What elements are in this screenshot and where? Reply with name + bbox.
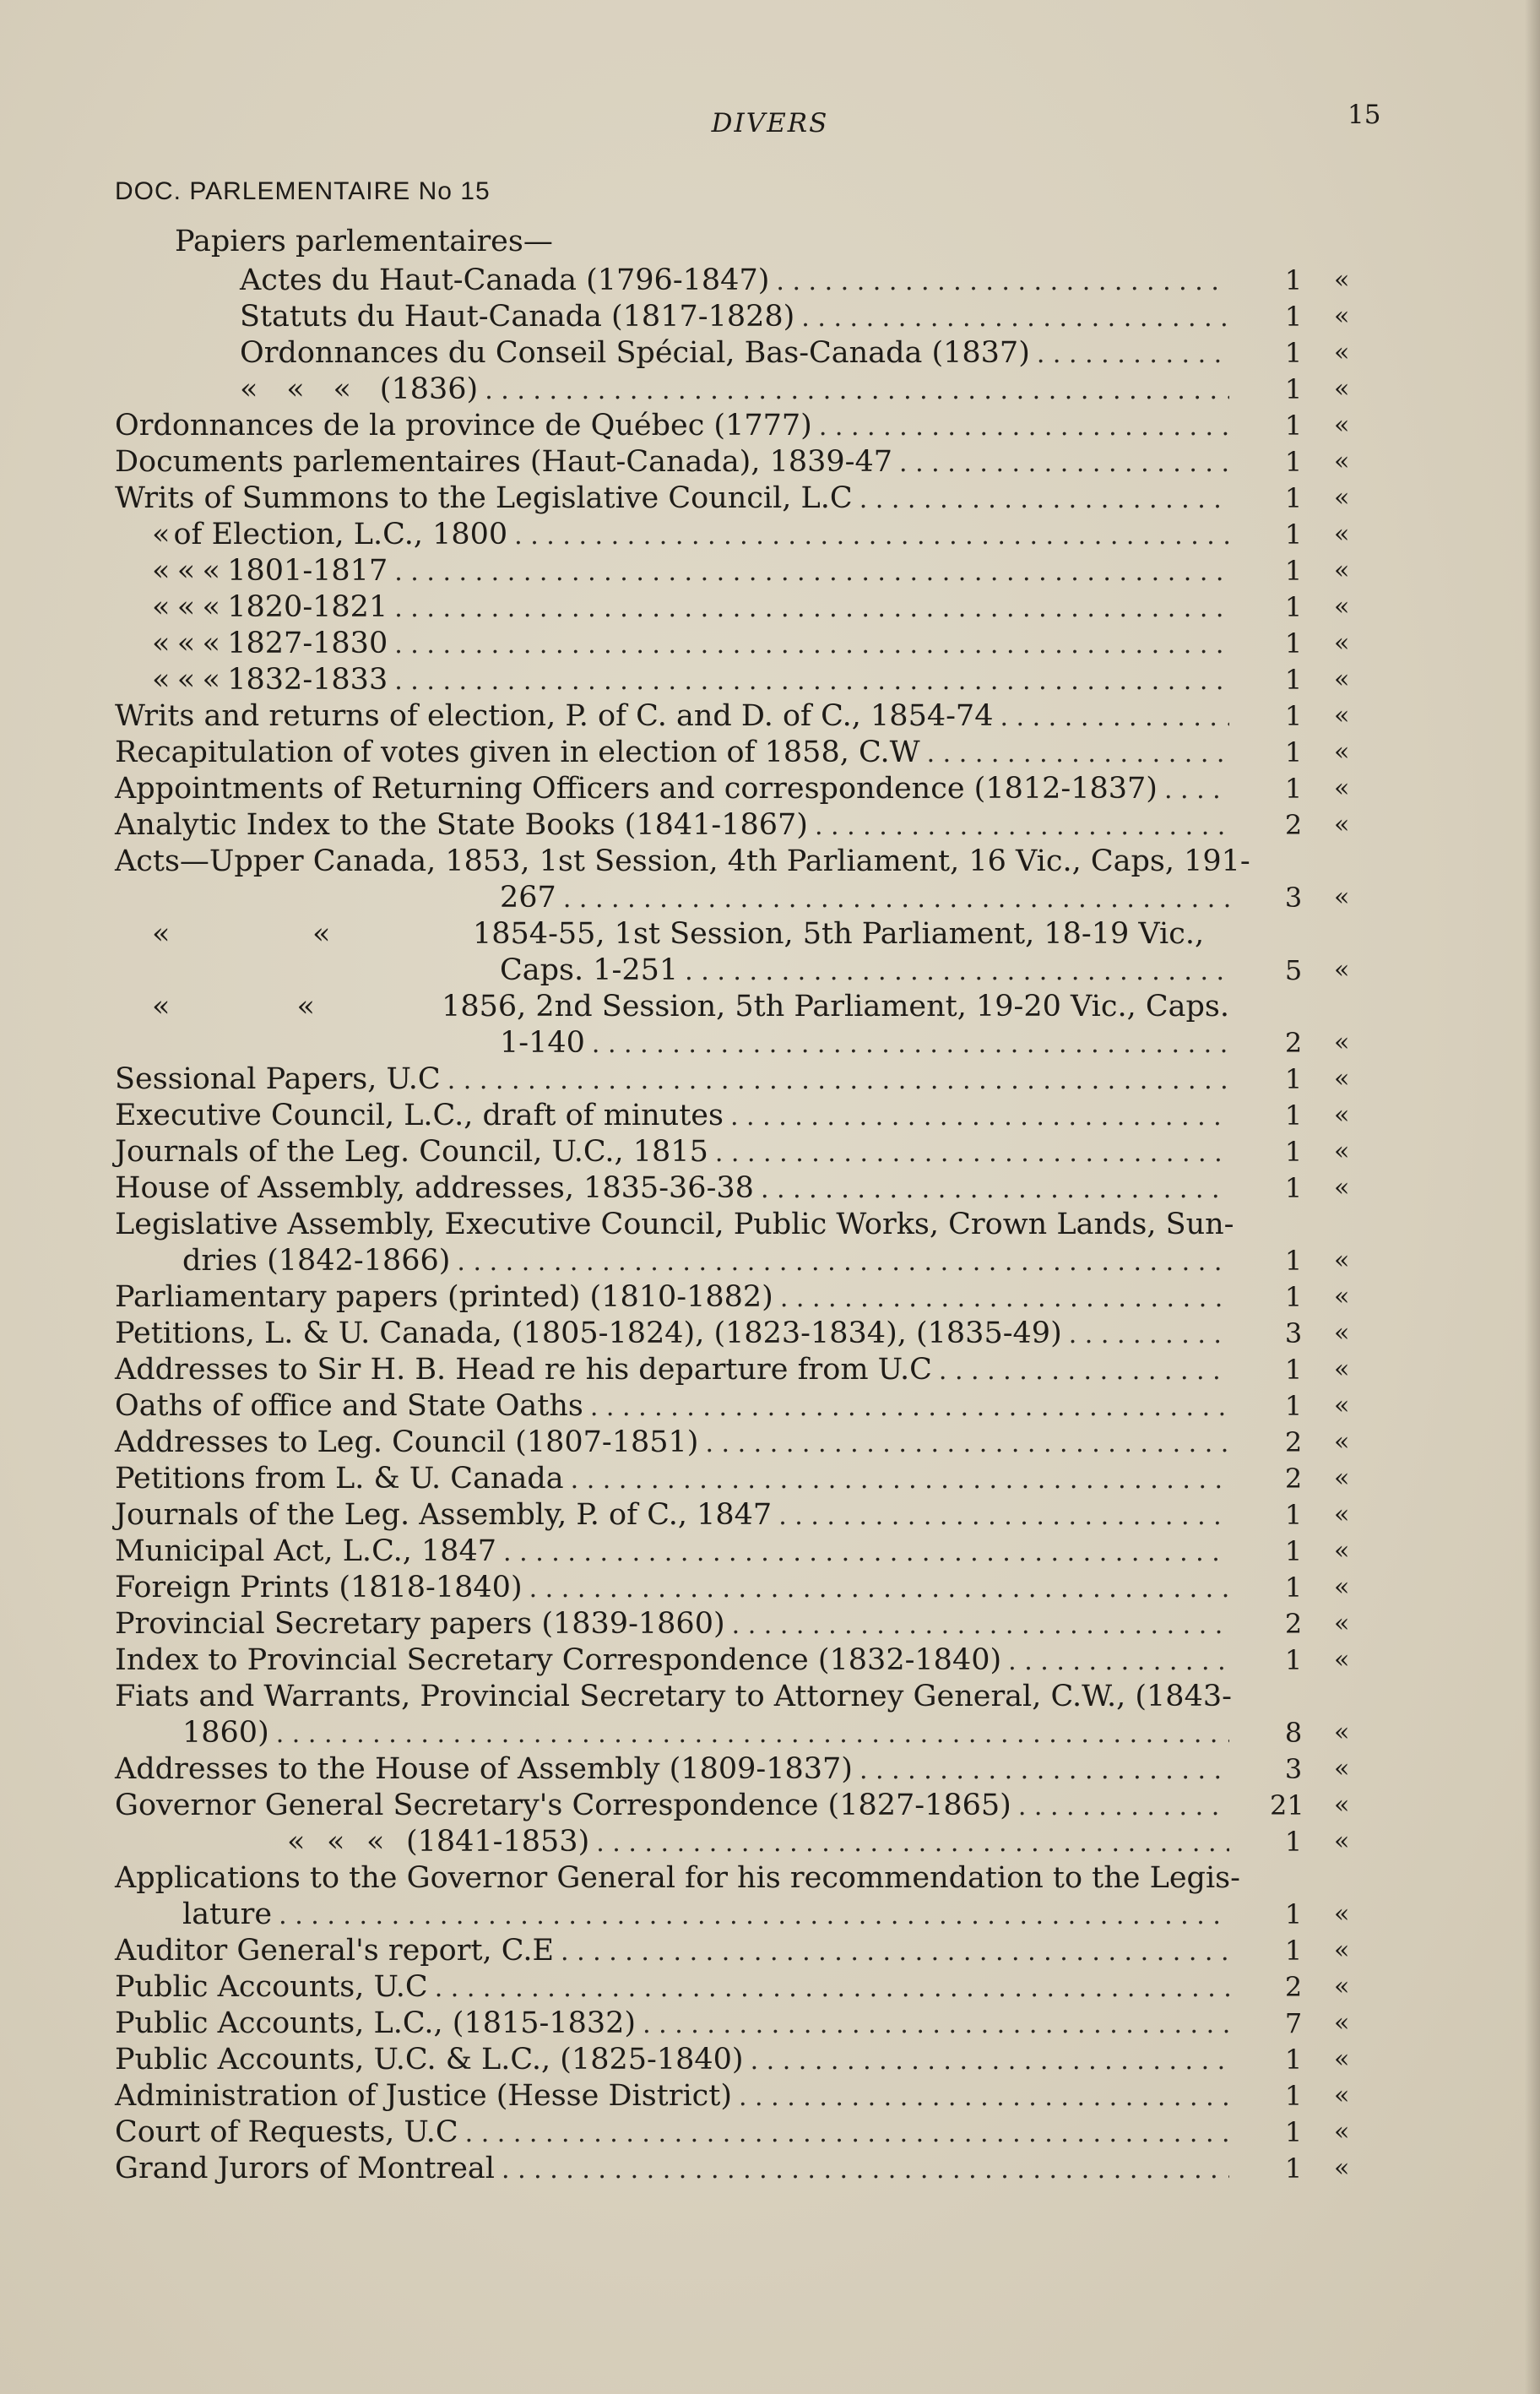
dot-leader [503,1536,1229,1570]
ditto-unit-mark: « [1334,338,1350,367]
quantity-value: 1 [1284,264,1303,296]
ditto-unit-mark: « [1334,1935,1350,1965]
dot-leader [1164,774,1229,807]
list-item [152,627,1229,660]
entry-text: Municipal Act, L.C., 1847 [115,1534,497,1568]
quantity-value: 1 [1284,1390,1303,1422]
list-item [152,590,1229,624]
dot-leader [778,1500,1229,1534]
quantity-value: 7 [1284,2007,1303,2039]
entry-continuation-text: 1-140 [500,1026,585,1060]
list-item [115,1208,1234,1241]
dot-leader [596,1827,1229,1860]
ditto-unit-mark: « [1334,447,1350,476]
ditto-mark: « [366,1825,385,1859]
ditto-unit-mark: « [1334,1427,1350,1457]
ditto-unit-mark: « [1334,265,1350,295]
entry-text: of Election, L.C., 1800 [173,518,508,551]
ditto-unit-mark: « [1334,1899,1350,1929]
ditto-unit-mark: « [1334,556,1350,585]
ditto-mark: « [202,627,220,660]
quantity-value: 1 [1284,2116,1303,2148]
quantity-value: 1 [1284,1826,1303,1858]
entry-text: Executive Council, L.C., draft of minutes [115,1099,724,1132]
list-item [115,2006,1229,2040]
ditto-mark: « [176,663,196,697]
quantity-value: 2 [1284,1608,1303,1640]
quantity-value: 1 [1284,1572,1303,1604]
entry-text: Recapitulation of votes given in election of 1858, C.W [115,736,920,769]
section-heading-text: Papiers parlementaires— [175,225,553,258]
entry-text: Addresses to Leg. Council (1807-1851) [115,1425,699,1459]
dot-leader [939,1354,1229,1388]
ditto-mark: « [333,372,351,406]
entry-text: Sessional Papers, U.C [115,1062,441,1096]
entry-text: 1820-1821 [227,590,388,624]
quantity-value: 1 [1284,2044,1303,2076]
quantity-value: 5 [1284,954,1303,986]
ditto-unit-mark: « [1334,2081,1350,2110]
entry-continuation [500,953,1229,987]
dot-leader [643,2008,1229,2042]
page-number: 15 [1348,100,1381,130]
quantity-value: 2 [1284,1463,1303,1495]
entry-text: Documents parlementaires (Haut-Canada), 1839-47 [115,445,893,479]
ditto-unit-mark: « [1334,1718,1350,1747]
dot-leader [715,1137,1229,1170]
list-item [152,990,1229,1023]
ditto-mark: « [312,917,331,951]
entry-text: 1832-1833 [227,663,388,697]
entry-text: Petitions, L. & U. Canada, (1805-1824), (1823-1834), (1835-49) [115,1316,1062,1350]
list-item [115,772,1229,806]
entry-text: Appointments of Returning Officers and correspondence (1812-1837) [115,772,1158,806]
list-item [152,663,1229,697]
entry-text: (1836) [379,372,479,406]
list-item [115,1970,1229,2004]
list-item [115,1534,1229,1568]
list-item [115,844,1250,878]
entry-text: Journals of the Leg. Council, U.C., 1815 [115,1135,708,1169]
list-item [115,1316,1229,1350]
entry-text: Statuts du Haut-Canada (1817-1828) [240,300,795,334]
dot-leader [685,955,1229,989]
entry-text: Foreign Prints (1818-1840) [115,1571,523,1604]
list-item [115,1934,1229,1968]
ditto-mark: « [152,990,171,1023]
list-item [240,372,1229,406]
ditto-unit-mark: « [1334,628,1350,658]
ditto-mark: « [202,554,220,588]
quantity-value: 1 [1284,1898,1303,1930]
quantity-value: 1 [1284,2080,1303,2112]
list-item [115,1571,1229,1604]
list-item [115,1789,1229,1822]
quantity-value: 3 [1284,1317,1303,1349]
entry-text: Parliamentary papers (printed) (1810-1882) [115,1280,773,1314]
dot-leader [502,2153,1229,2187]
entry-text: Fiats and Warrants, Provincial Secretary to Attorney General, C.W., (1843- [115,1680,1232,1713]
entry-text: Journals of the Leg. Assembly, P. of C., 1847 [115,1498,773,1532]
ditto-mark: « [287,1825,306,1859]
quantity-value: 1 [1284,627,1303,660]
quantity-value: 1 [1284,446,1303,478]
ditto-unit-mark: « [1334,374,1350,404]
dot-leader [899,447,1229,480]
ditto-unit-mark: « [1334,519,1350,549]
dot-leader [465,2117,1229,2151]
list-item [115,1135,1229,1169]
ditto-mark: « [286,372,305,406]
ditto-unit-mark: « [1334,1173,1350,1202]
entry-text: 1856, 2nd Session, 5th Parliament, 19-20 Vic., Caps. [442,990,1229,1023]
quantity-value: 1 [1284,373,1303,405]
dot-leader [927,737,1229,771]
ditto-mark: « [240,372,258,406]
ditto-mark: « [176,554,196,588]
ditto-unit-mark: « [1334,2044,1350,2074]
quantity-value: 1 [1284,2152,1303,2185]
quantity-value: 1 [1284,700,1303,732]
entry-continuation [182,1716,1229,1750]
entry-text: Public Accounts, U.C. & L.C., (1825-1840) [115,2043,744,2076]
dot-leader [394,592,1229,626]
entry-text: Public Accounts, U.C [115,1970,428,2004]
quantity-value: 1 [1284,482,1303,514]
ditto-unit-mark: « [1334,882,1350,912]
ditto-unit-mark: « [1334,301,1350,331]
dot-leader [447,1064,1229,1098]
running-head: DIVERS [711,108,829,138]
entry-continuation-text: 1860) [182,1716,269,1750]
ditto-unit-mark: « [1334,1609,1350,1638]
ditto-unit-mark: « [1334,592,1350,622]
ditto-unit-mark: « [1334,1318,1350,1348]
list-item [115,445,1229,479]
ditto-unit-mark: « [1334,774,1350,803]
entry-text: Public Accounts, L.C., (1815-1832) [115,2006,637,2040]
ditto-unit-mark: « [1334,1645,1350,1675]
list-item [115,2115,1229,2149]
ditto-mark: « [152,627,171,660]
list-item [287,1825,1229,1859]
list-item [115,1425,1229,1459]
ditto-unit-mark: « [1334,1536,1350,1566]
entry-text: 1801-1817 [227,554,388,588]
list-item [115,1171,1229,1205]
dot-leader [1037,338,1229,372]
ditto-mark: « [326,1825,345,1859]
quantity-value: 1 [1284,555,1303,587]
entry-continuation [500,881,1229,915]
list-item [152,554,1229,588]
list-item [115,2079,1229,2113]
dot-leader [435,1972,1229,2006]
ditto-mark: « [152,554,171,588]
ditto-unit-mark: « [1334,737,1350,767]
list-item [115,699,1229,733]
dot-leader [394,556,1229,589]
quantity-value: 2 [1284,1426,1303,1458]
list-item [115,1861,1240,1895]
list-item [240,263,1229,297]
entry-continuation-text: dries (1842-1866) [182,1244,451,1278]
dot-leader [529,1572,1229,1606]
ditto-unit-mark: « [1334,2008,1350,2038]
quantity-value: 2 [1284,1027,1303,1059]
list-item [240,336,1229,370]
quantity-value: 1 [1284,664,1303,696]
entry-text: Index to Provincial Secretary Correspondence (1832-1840) [115,1643,1002,1677]
section-heading [175,225,1188,258]
list-item [115,409,1229,442]
entry-text: Addresses to the House of Assembly (1809-1837) [115,1752,853,1786]
entry-text: Auditor General's report, C.E [115,1934,555,1968]
dot-leader [457,1246,1229,1279]
quantity-value: 1 [1284,410,1303,442]
list-item [115,1353,1229,1387]
entry-text: House of Assembly, addresses, 1835-36-38 [115,1171,754,1205]
list-item [115,1680,1232,1713]
ditto-unit-mark: « [1334,810,1350,839]
dot-leader [276,1718,1229,1751]
entry-text: Grand Jurors of Montreal [115,2152,495,2185]
quantity-value: 1 [1284,736,1303,768]
entry-text: Oaths of office and State Oaths [115,1389,583,1423]
quantity-value: 1 [1284,1535,1303,1567]
ditto-unit-mark: « [1334,665,1350,694]
entry-text: 1827-1830 [227,627,388,660]
entry-continuation [182,1897,1229,1931]
ditto-unit-mark: « [1334,1500,1350,1529]
ditto-unit-mark: « [1334,1100,1350,1130]
quantity-value: 3 [1284,1753,1303,1785]
list-item [115,1389,1229,1423]
quantity-value: 1 [1284,1354,1303,1386]
dot-leader [705,1427,1229,1461]
entry-text: Acts—Upper Canada, 1853, 1st Session, 4th Parliament, 16 Vic., Caps, 191- [115,844,1250,878]
entry-text: Ordonnances du Conseil Spécial, Bas-Canada (1837) [240,336,1030,370]
entry-text: Court of Requests, U.C [115,2115,458,2149]
ditto-unit-mark: « [1334,1246,1350,1275]
entry-text: Petitions from L. & U. Canada [115,1462,564,1496]
entry-text: (1841-1853) [405,1825,590,1859]
list-item [115,2152,1229,2185]
list-item [240,300,1229,334]
list-item [115,481,1229,515]
ditto-unit-mark: « [1334,483,1350,513]
list-item [115,1280,1229,1314]
dot-leader [590,1391,1229,1425]
list-item [115,1498,1229,1532]
dot-leader [561,1935,1229,1969]
document-label: DOC. PARLEMENTAIRE No 15 [115,177,491,205]
ditto-unit-mark: « [1334,1137,1350,1166]
dot-leader [859,483,1229,517]
quantity-value: 1 [1284,773,1303,805]
ditto-unit-mark: « [1334,1572,1350,1602]
quantity-value: 1 [1284,1499,1303,1531]
dot-leader [761,1173,1229,1207]
list-item [115,1643,1229,1677]
list-item [152,518,1229,551]
dot-leader [732,1609,1229,1642]
entry-text: Legislative Assembly, Executive Council, Public Works, Crown Lands, Sun- [115,1208,1234,1241]
list-item [115,1462,1229,1496]
entry-text: 1854-55, 1st Session, 5th Parliament, 18-19 Vic., [473,917,1205,951]
dot-leader [514,519,1229,553]
ditto-unit-mark: « [1334,955,1350,985]
ditto-mark: « [176,627,196,660]
dot-leader [776,265,1229,299]
entry-text: Provincial Secretary papers (1839-1860) [115,1607,725,1641]
dot-leader [1018,1790,1229,1824]
entry-continuation-text: lature [182,1897,273,1931]
quantity-value: 1 [1284,301,1303,333]
ditto-mark: « [152,518,171,551]
quantity-value: 1 [1284,337,1303,369]
quantity-value: 21 [1270,1789,1304,1821]
entry-text: Writs of Summons to the Legislative Council, L.C [115,481,853,515]
list-item [115,808,1229,842]
ditto-mark: « [202,663,220,697]
dot-leader [1000,701,1229,735]
ditto-mark: « [152,663,171,697]
dot-leader [592,1028,1229,1061]
quantity-value: 8 [1284,1717,1303,1749]
dot-leader [394,628,1229,662]
dot-leader [819,410,1229,444]
entry-text: Actes du Haut-Canada (1796-1847) [240,263,770,297]
dot-leader [801,301,1229,335]
quantity-value: 1 [1284,1281,1303,1313]
quantity-value: 1 [1284,1245,1303,1277]
quantity-value: 1 [1284,591,1303,623]
entry-text: Addresses to Sir H. B. Head re his departure from U.C [115,1353,932,1387]
dot-leader [1008,1645,1229,1679]
dot-leader [485,374,1229,408]
entry-text: Analytic Index to the State Books (1841-1867) [115,808,808,842]
ditto-unit-mark: « [1334,1754,1350,1783]
dot-leader [1069,1318,1229,1352]
entry-text: Writs and returns of election, P. of C. and D. of C., 1854-74 [115,699,994,733]
ditto-mark: « [202,590,220,624]
ditto-unit-mark: « [1334,2153,1350,2183]
ditto-unit-mark: « [1334,1463,1350,1493]
list-item [115,736,1229,769]
dot-leader [780,1282,1229,1316]
dot-leader [279,1899,1229,1933]
ditto-unit-mark: « [1334,1282,1350,1311]
quantity-value: 1 [1284,1644,1303,1676]
ditto-mark: « [152,917,171,951]
quantity-value: 1 [1284,1172,1303,1204]
quantity-value: 1 [1284,518,1303,551]
dot-leader [739,2081,1229,2114]
ditto-unit-mark: « [1334,2117,1350,2147]
ditto-unit-mark: « [1334,1972,1350,2001]
dot-leader [751,2044,1229,2078]
dot-leader [815,810,1229,844]
quantity-value: 1 [1284,1063,1303,1095]
dot-leader [571,1463,1229,1497]
ditto-unit-mark: « [1334,1827,1350,1856]
ditto-unit-mark: « [1334,1790,1350,1820]
entry-text: Applications to the Governor General for his recommendation to the Legis- [115,1861,1240,1895]
ditto-mark: « [152,590,171,624]
ditto-unit-mark: « [1334,701,1350,730]
ditto-unit-mark: « [1334,1028,1350,1057]
quantity-value: 1 [1284,1935,1303,1967]
dot-leader [859,1754,1229,1788]
dot-leader [563,882,1229,916]
entry-continuation-text: 267 [500,881,556,915]
ditto-unit-mark: « [1334,1064,1350,1094]
list-item [115,2043,1229,2076]
ditto-mark: « [176,590,196,624]
ditto-unit-mark: « [1334,1354,1350,1384]
ditto-unit-mark: « [1334,1391,1350,1420]
entry-continuation [500,1026,1229,1060]
quantity-value: 1 [1284,1136,1303,1168]
dot-leader [730,1100,1229,1134]
quantity-value: 2 [1284,1971,1303,2003]
ditto-unit-mark: « [1334,410,1350,440]
list-item [152,917,1229,951]
entry-continuation [182,1244,1229,1278]
entry-text: Governor General Secretary's Correspondence (1827-1865) [115,1789,1011,1822]
quantity-value: 3 [1284,882,1303,914]
list-item [115,1607,1229,1641]
quantity-value: 2 [1284,809,1303,841]
entry-continuation-text: Caps. 1-251 [500,953,679,987]
list-item [115,1062,1229,1096]
list-item [115,1752,1229,1786]
list-item [115,1099,1229,1132]
quantity-value: 1 [1284,1099,1303,1132]
entry-text: Administration of Justice (Hesse District) [115,2079,732,2113]
entry-text: Ordonnances de la province de Québec (1777) [115,409,812,442]
dot-leader [394,665,1229,698]
ditto-mark: « [296,990,315,1023]
